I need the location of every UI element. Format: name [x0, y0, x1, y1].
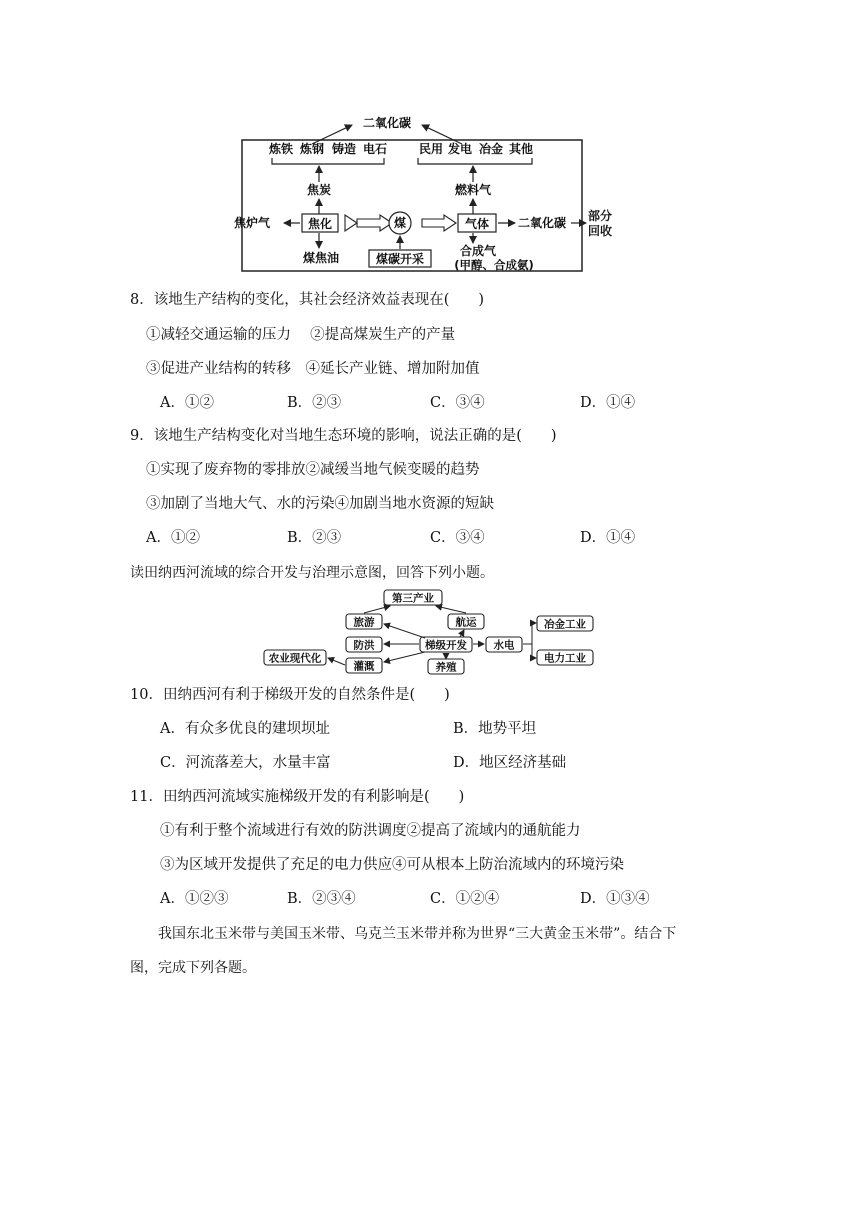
flood-control-label: 防洪: [353, 639, 375, 652]
q9-items-2: ③加剧了当地大气、水的污染④加剧当地水资源的短缺: [146, 496, 494, 512]
q9-option-b[interactable]: B．②③: [287, 530, 342, 546]
irrigation-label: 灌溉: [353, 660, 375, 673]
hydropower-label: 水电: [493, 639, 515, 652]
q8-items-2: ③促进产业结构的转移 ④延长产业链、增加附加值: [146, 361, 480, 377]
tourism-label: 旅游: [353, 616, 375, 629]
q9-option-c[interactable]: C．③④: [430, 530, 485, 546]
co2-top-label: 二氧化碳: [362, 116, 412, 130]
q10-option-a[interactable]: A．有众多优良的建坝坝址: [160, 721, 330, 737]
co2-right-label: 二氧化碳: [518, 216, 567, 230]
q10-option-b[interactable]: B．地势平坦: [453, 721, 537, 737]
q8-option-a[interactable]: A．①②: [160, 395, 214, 411]
q8-items-1: ①减轻交通运输的压力 ②提高煤炭生产的产量: [146, 327, 456, 343]
q8-option-d[interactable]: D．①④: [580, 395, 636, 411]
coal-mining-label: 煤碳开采: [375, 252, 425, 266]
power-industry-label: 电力工业: [544, 652, 586, 665]
q11-option-b[interactable]: B．②③④: [287, 891, 356, 907]
q11-option-d[interactable]: D．①③④: [580, 891, 650, 907]
gas-label: 气体: [464, 217, 490, 231]
fuel-gas-label: 燃料气: [454, 183, 492, 197]
q11-stem: 11．田纳西河流域实施梯级开发的有利影响是( ): [130, 789, 465, 805]
coal-label: 煤: [393, 216, 407, 230]
tennessee-intro: 读田纳西河流域的综合开发与治理示意图，回答下列小题。: [130, 565, 494, 581]
coking-label: 焦化: [307, 217, 333, 231]
coal-tar-label: 煤焦油: [302, 251, 340, 265]
tennessee-river-diagram: [260, 586, 600, 676]
q11-option-a[interactable]: A．①②③: [160, 891, 229, 907]
shipping-label: 航运: [455, 616, 477, 629]
industry-casting: 铸造: [331, 142, 357, 156]
corn-belt-intro-1: 我国东北玉米带与美国玉米带、乌克兰玉米带并称为世界“三大黄金玉米带”。结合下: [158, 926, 677, 942]
industry-other: 其他: [508, 142, 534, 156]
recovery-label: 回收: [588, 224, 613, 238]
cascade-label: 梯级开发: [425, 639, 467, 652]
tertiary-label: 第三产业: [392, 592, 434, 605]
q9-option-d[interactable]: D．①④: [580, 530, 636, 546]
q10-option-d[interactable]: D．地区经济基础: [453, 755, 567, 771]
industry-calcium-carbide: 电石: [362, 142, 388, 156]
aquaculture-label: 养殖: [435, 661, 457, 674]
industry-steelmaking: 炼钢: [299, 142, 325, 156]
q10-option-c[interactable]: C．河流落差大，水量丰富: [160, 755, 331, 771]
industry-civil: 民用: [418, 142, 444, 156]
q8-option-c[interactable]: C．③④: [430, 395, 485, 411]
q11-option-c[interactable]: C．①②④: [430, 891, 500, 907]
q9-option-a[interactable]: A．①②: [146, 530, 200, 546]
q10-stem: 10．田纳西河有利于梯级开发的自然条件是( ): [130, 687, 450, 703]
syngas-label: 合成气: [459, 244, 497, 258]
agri-modern-label: 农业现代化: [268, 652, 322, 665]
partial-label: 部分: [588, 209, 613, 223]
syngas-products-label: (甲醇、合成氨): [454, 258, 534, 272]
industry-ironmaking: 炼铁: [268, 142, 294, 156]
industry-power: 发电: [447, 142, 473, 156]
q9-stem: 9．该地生产结构变化对当地生态环境的影响，说法正确的是( ): [130, 428, 557, 444]
coal-utilization-diagram: [232, 108, 613, 276]
corn-belt-intro-2: 图，完成下列各题。: [130, 960, 256, 976]
q11-items-1: ①有利于整个流域进行有效的防洪调度②提高了流域内的通航能力: [160, 823, 581, 839]
coke-oven-gas-label: 焦炉气: [234, 216, 271, 230]
q9-items-1: ①实现了废弃物的零排放②减缓当地气候变暖的趋势: [146, 462, 480, 478]
metallurgy-label: 冶金工业: [544, 618, 586, 631]
q8-stem: 8．该地生产结构的变化，其社会经济效益表现在( ): [130, 292, 485, 308]
industry-metallurgy: 冶金: [478, 142, 504, 156]
q11-items-2: ③为区域开发提供了充足的电力供应④可从根本上防治流域内的环境污染: [160, 857, 624, 873]
coke-label: 焦炭: [306, 183, 332, 197]
q8-option-b[interactable]: B．②③: [287, 395, 342, 411]
